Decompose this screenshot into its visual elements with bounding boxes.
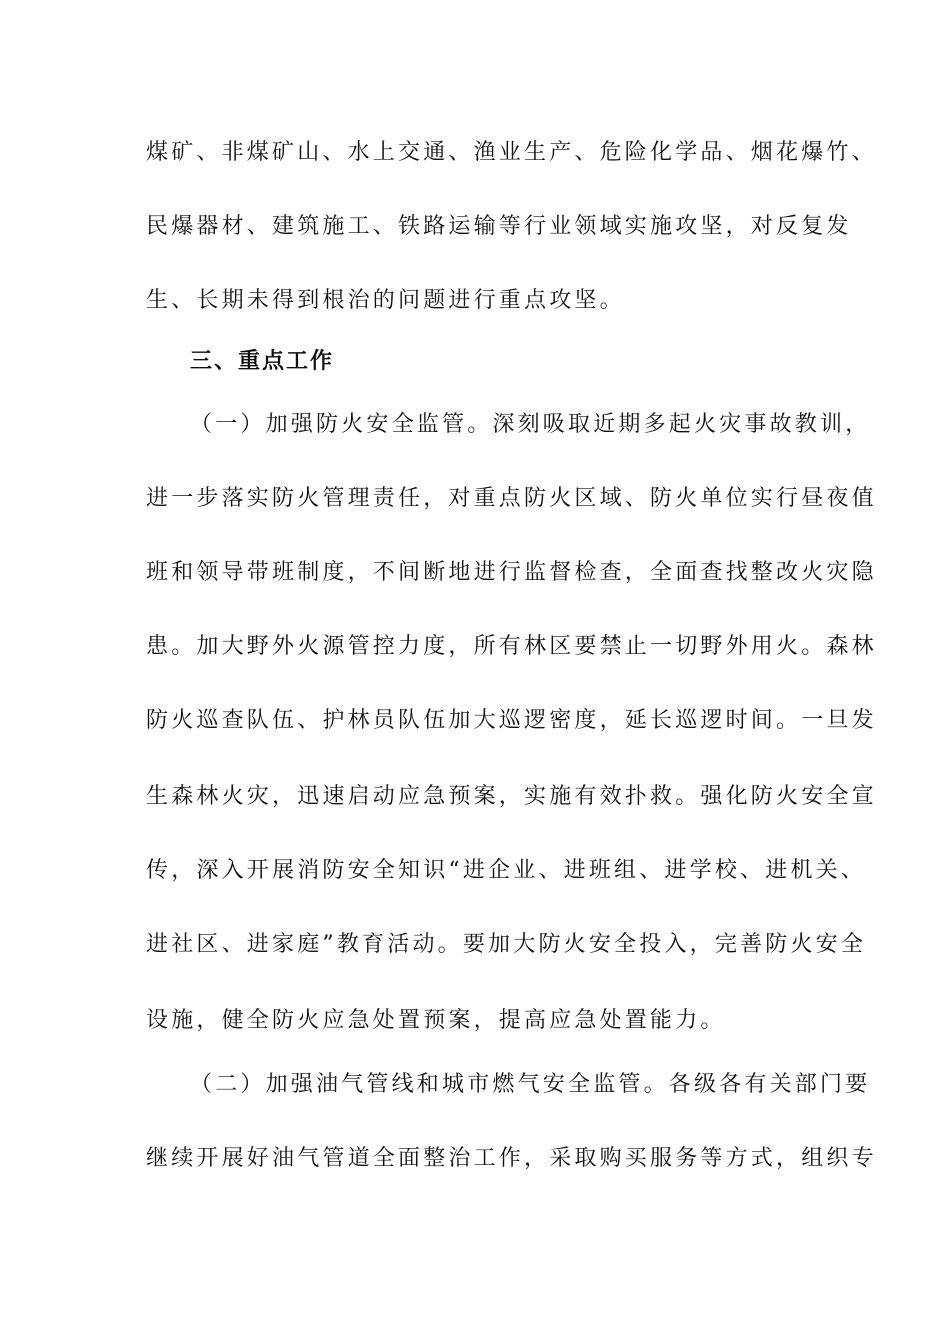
paragraph-line: 防火巡查队伍、护林员队伍加大巡逻密度，延长巡逻时间。一旦发 (146, 708, 877, 733)
paragraph-line: 设施，健全防火应急处置预案，提高应急处置能力。 (146, 1008, 726, 1033)
paragraph-line: （二）加强油气管线和城市燃气安全监管。各级各有关部门要 (190, 1072, 871, 1097)
section-heading: 三、重点工作 (190, 349, 335, 374)
paragraph-line: 传，深入开展消防安全知识“进企业、进班组、进学校、进机关、 (146, 858, 867, 883)
paragraph-line: 民爆器材、建筑施工、铁路运输等行业领域实施攻坚，对反复发 (146, 214, 852, 239)
paragraph-line: （一）加强防火安全监管。深刻吸取近期多起火灾事故教训， (190, 412, 871, 437)
paragraph-line: 患。加大野外火源管控力度，所有林区要禁止一切野外用火。森林 (146, 634, 877, 659)
paragraph-line: 进社区、进家庭”教育活动。要加大防火安全投入，完善防火安全 (146, 932, 867, 957)
paragraph-line: 煤矿、非煤矿山、水上交通、渔业生产、危险化学品、烟花爆竹、 (146, 140, 877, 165)
paragraph-line: 生、长期未得到根治的问题进行重点攻坚。 (146, 288, 625, 313)
paragraph-line: 班和领导带班制度，不间断地进行监督检查，全面查找整改火灾隐 (146, 560, 877, 585)
paragraph-line: 进一步落实防火管理责任，对重点防火区域、防火单位实行昼夜值 (146, 486, 877, 511)
paragraph-line: 继续开展好油气管道全面整治工作，采取购买服务等方式，组织专 (146, 1146, 877, 1171)
paragraph-line: 生森林火灾，迅速启动应急预案，实施有效扑救。强化防火安全宣 (146, 784, 877, 809)
